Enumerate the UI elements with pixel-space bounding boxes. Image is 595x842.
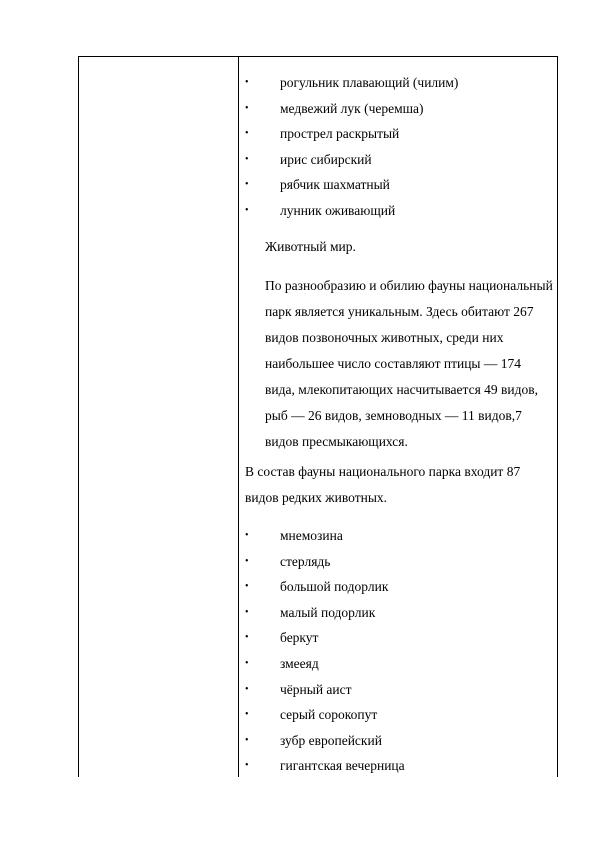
table-right-cell (239, 57, 557, 777)
bullet-icon: • (245, 153, 249, 165)
list-item (239, 753, 557, 779)
fauna-item: серый сорокопут (280, 707, 378, 723)
paragraph-line: В состав фауны национального парка входит 87 (245, 464, 521, 479)
paragraph-line: видов редких животных. (245, 490, 388, 505)
list-item (239, 96, 557, 122)
flora-item: медвежий лук (черемша) (280, 100, 424, 116)
bullet-icon: • (245, 204, 249, 216)
content-table (78, 56, 558, 777)
fauna-item: змееяд (280, 655, 319, 671)
paragraph-line: наибольшее число составляют птицы — 174 (265, 356, 521, 371)
fauna-item: гигантская вечерница (280, 758, 405, 774)
list-item (239, 677, 557, 703)
flora-item: рябчик шахматный (280, 177, 390, 193)
bullet-icon: • (245, 734, 249, 746)
list-item (239, 172, 557, 198)
fauna-item: большой подорлик (280, 579, 389, 595)
fauna-paragraph (265, 273, 565, 455)
paragraph-line: видов позвоночных животных, среди них (265, 330, 504, 345)
flora-item: прострел раскрытый (280, 126, 400, 142)
fauna-item: беркут (280, 630, 319, 646)
bullet-icon: • (245, 760, 249, 772)
list-item (239, 549, 557, 575)
list-item (239, 728, 557, 754)
list-item (239, 702, 557, 728)
list-item (239, 121, 557, 147)
bullet-icon: • (245, 77, 249, 88)
list-item (239, 574, 557, 600)
list-item (239, 651, 557, 677)
paragraph-line: рыб — 26 видов, земноводных — 11 видов,7 (265, 408, 522, 423)
list-item (239, 70, 557, 96)
bullet-icon: • (245, 683, 249, 695)
paragraph-line: видов пресмыкающихся. (265, 434, 408, 449)
bullet-icon: • (245, 179, 249, 191)
list-item (239, 147, 557, 173)
fauna-heading: Животный мир. (265, 239, 356, 254)
bullet-icon: • (245, 632, 249, 644)
fauna-list (239, 523, 557, 779)
bullet-icon: • (245, 128, 249, 140)
flora-item: ирис сибирский (280, 151, 372, 167)
fauna-item: мнемозина (280, 528, 343, 543)
list-item (239, 600, 557, 626)
paragraph-line: парк является уникальным. Здесь обитают 267 (265, 304, 534, 319)
bullet-icon: • (245, 530, 249, 541)
bullet-icon: • (245, 102, 249, 114)
fauna-item: малый подорлик (280, 604, 376, 620)
rare-species-paragraph (245, 459, 575, 511)
bullet-icon: • (245, 555, 249, 567)
bullet-icon: • (245, 606, 249, 618)
fauna-item: стерлядь (280, 553, 331, 569)
list-item (239, 198, 557, 224)
paragraph-line: По разнообразию и обилию фауны национальный (265, 278, 553, 293)
fauna-item: зубр европейский (280, 732, 382, 748)
bullet-icon: • (245, 709, 249, 721)
fauna-item: чёрный аист (280, 681, 352, 697)
table-left-cell (79, 57, 238, 777)
paragraph-line: вида, млекопитающих насчитывается 49 видов, (265, 382, 539, 397)
bullet-icon: • (245, 581, 249, 593)
list-item (239, 523, 557, 549)
flora-item: рогульник плавающий (чилим) (280, 75, 459, 90)
flora-list (239, 70, 557, 224)
flora-item: лунник оживающий (280, 202, 396, 218)
bullet-icon: • (245, 657, 249, 669)
list-item (239, 625, 557, 651)
